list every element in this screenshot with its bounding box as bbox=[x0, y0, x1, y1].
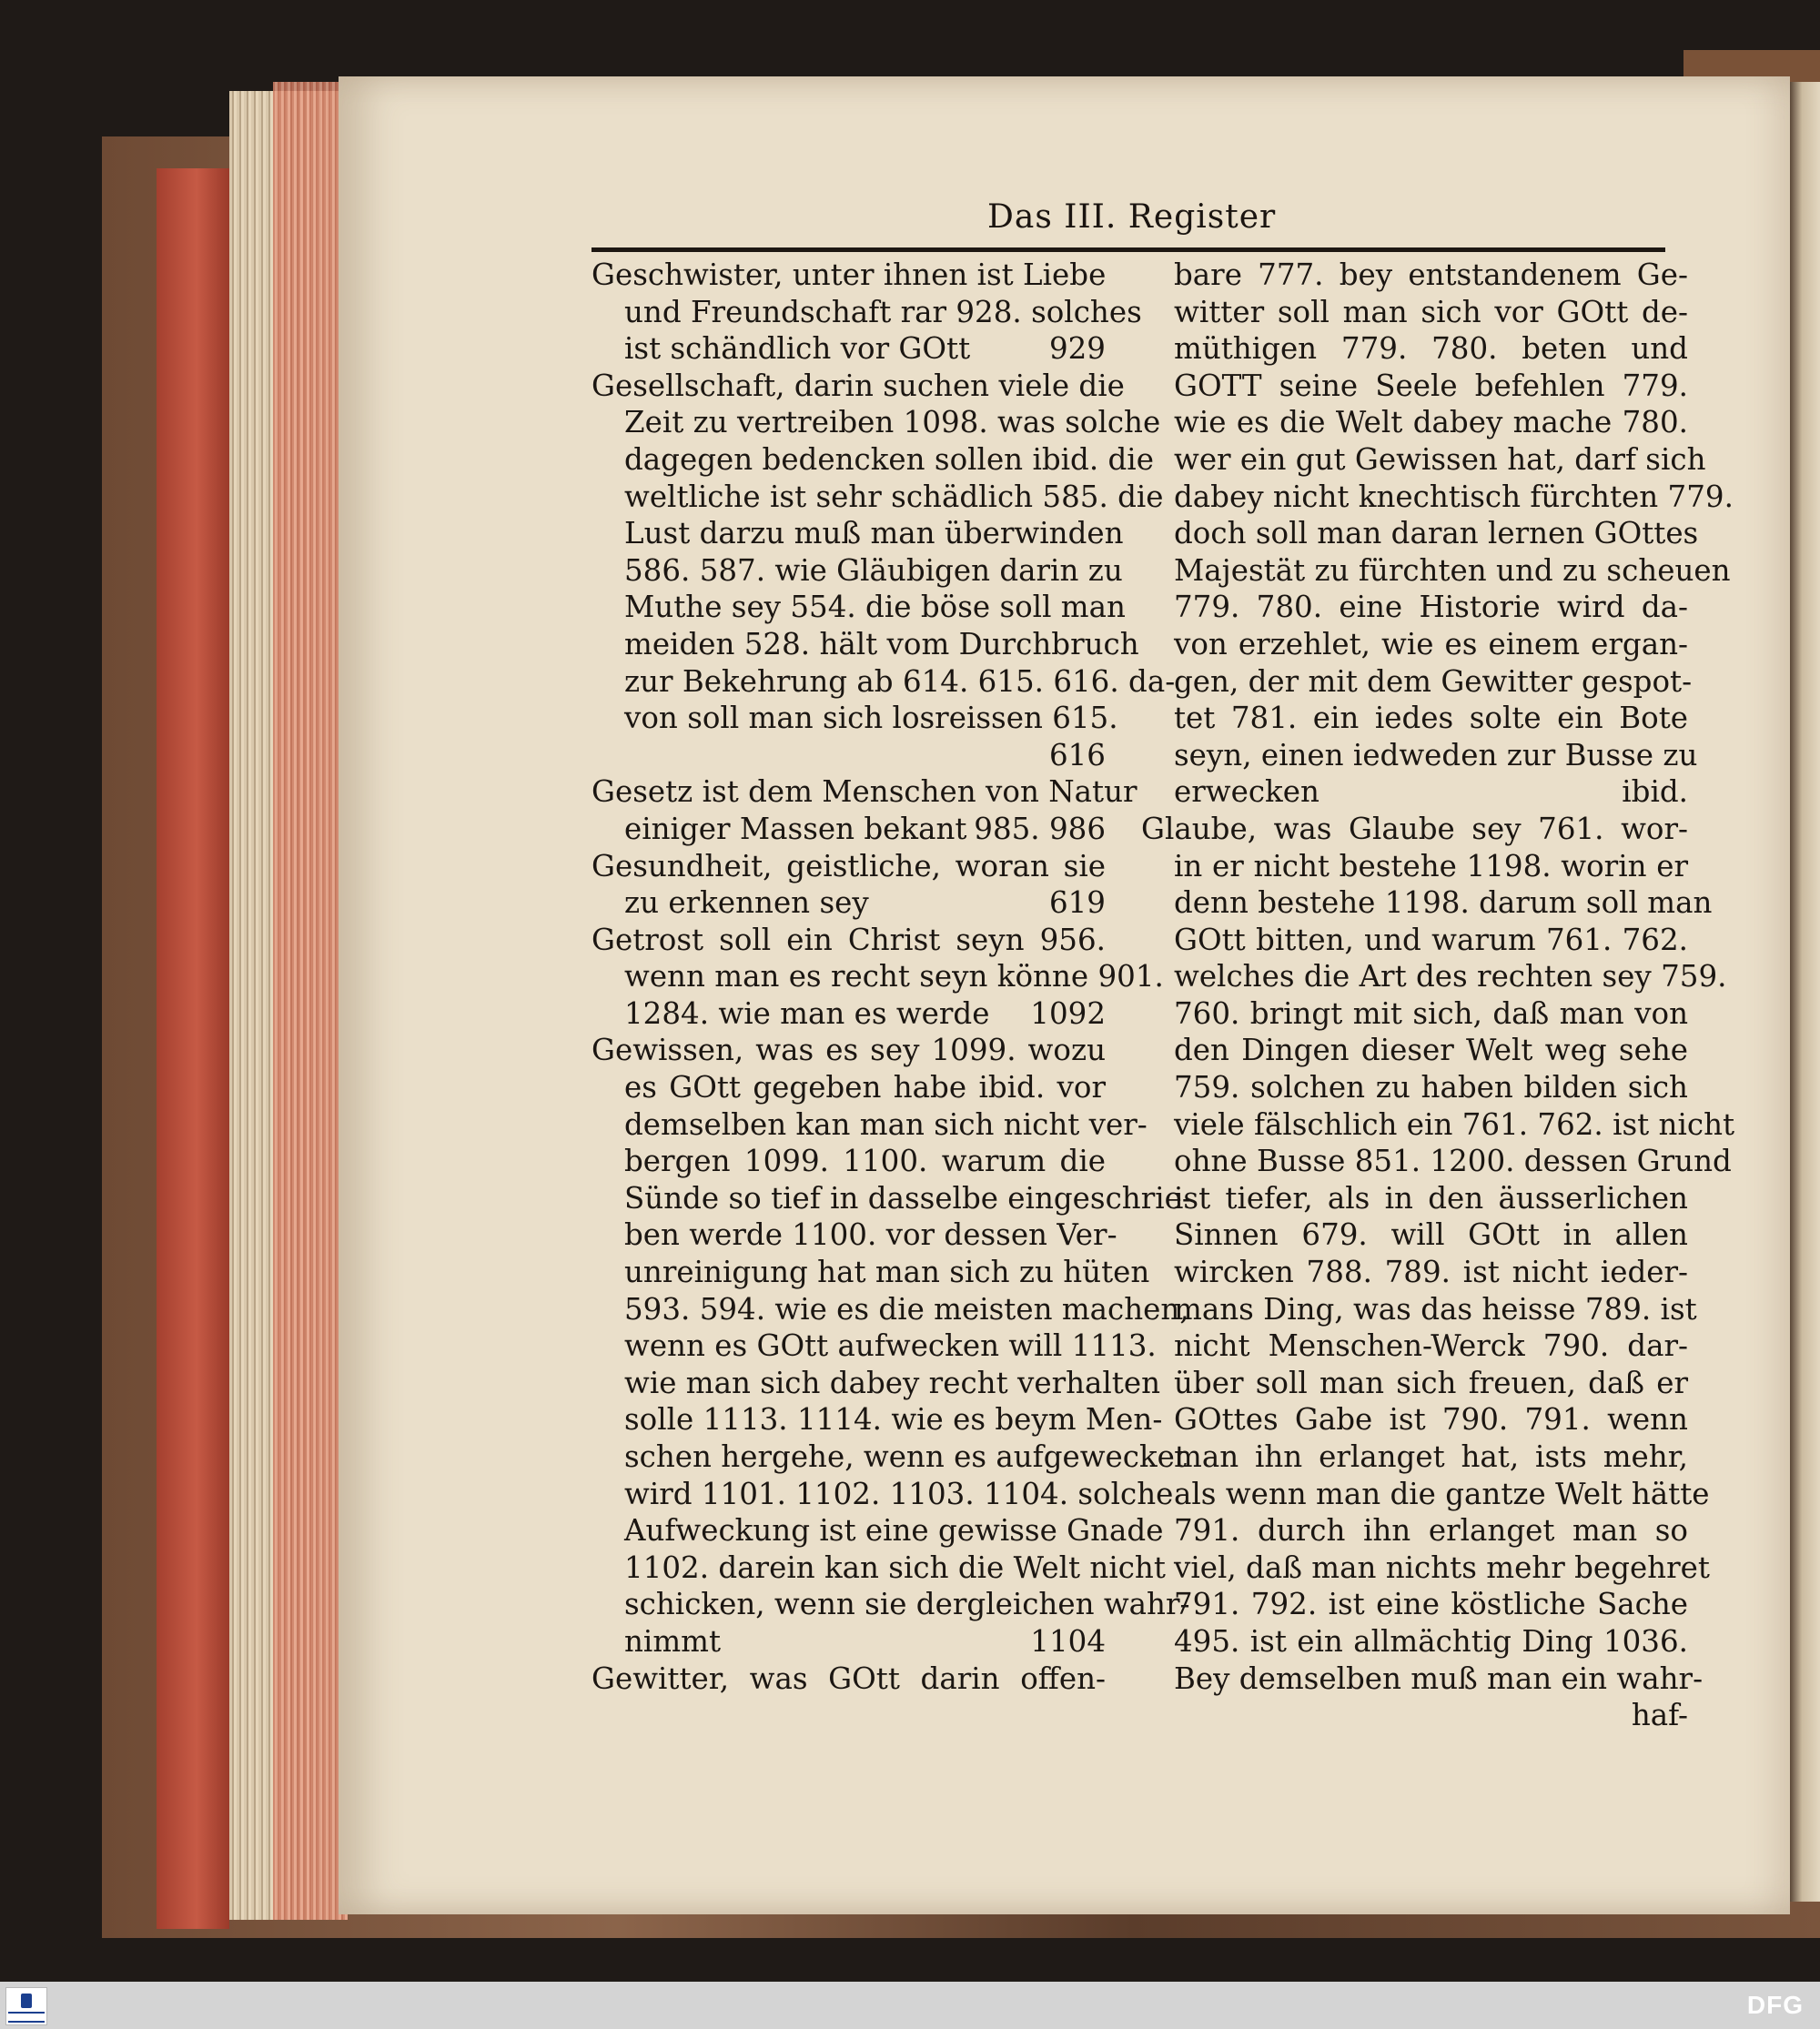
dfg-badge: DFG bbox=[1746, 1991, 1804, 2019]
index-line: wie es die Welt dabey mache 780. bbox=[1174, 405, 1688, 440]
index-line: in er nicht bestehe 1198. worin er bbox=[1174, 848, 1688, 883]
index-line: Gewitter, was GOtt darin offen- bbox=[592, 1661, 1106, 1696]
index-line: Muthe sey 554. die böse soll man bbox=[624, 590, 1126, 625]
index-line: Bey demselben muß man ein wahr- bbox=[1174, 1661, 1704, 1696]
index-line: Lust darzu muß man überwinden bbox=[624, 516, 1124, 551]
index-line: 759. solchen zu haben bilden sich bbox=[1174, 1070, 1688, 1105]
index-line: 791. 792. ist eine köstliche Sache bbox=[1174, 1587, 1688, 1622]
index-line: witter soll man sich vor GOtt de- bbox=[1174, 294, 1688, 329]
logo-mark bbox=[21, 1994, 32, 2008]
index-line bbox=[592, 811, 1106, 848]
index-line: Sünde so tief in dasselbe eingeschrie- bbox=[624, 1180, 1192, 1216]
index-line: wenn man es recht seyn könne 901. bbox=[624, 959, 1164, 994]
index-line: wird 1101. 1102. 1103. 1104. solche bbox=[624, 1476, 1174, 1511]
index-line: Glaube, was Glaube sey 761. wor- bbox=[1141, 811, 1688, 846]
index-line: bergen 1099. 1100. warum die bbox=[624, 1144, 1106, 1179]
index-line: 593. 594. wie es die meisten machen, bbox=[624, 1291, 1189, 1327]
index-line: 779. 780. eine Historie wird da- bbox=[1174, 590, 1688, 625]
header-rule bbox=[592, 247, 1665, 252]
index-line bbox=[1174, 773, 1688, 811]
index-line: denn bestehe 1198. darum soll man bbox=[1174, 885, 1713, 921]
index-page-ref: 619 bbox=[1048, 885, 1106, 921]
index-line-text: ist schändlich vor GOtt bbox=[624, 331, 971, 367]
library-logo-icon[interactable] bbox=[5, 1987, 47, 2025]
index-line: Majestät zu fürchten und zu scheuen bbox=[1174, 552, 1731, 588]
index-line: wenn es GOtt aufwecken will 1113. bbox=[624, 1328, 1157, 1364]
index-line: GOtt bitten, und warum 761. 762. bbox=[1174, 922, 1688, 957]
index-line: GOTT seine Seele befehlen 779. bbox=[1174, 368, 1688, 403]
viewer-footer bbox=[0, 1982, 1820, 2029]
index-page-ref: 1104 bbox=[1030, 1623, 1106, 1659]
index-line: nicht Menschen-Werck 790. dar- bbox=[1174, 1328, 1688, 1364]
index-line: doch soll man daran lernen GOttes bbox=[1174, 516, 1699, 551]
index-line: weltliche ist sehr schädlich 585. die bbox=[624, 479, 1164, 514]
index-line: Geschwister, unter ihnen ist Liebe bbox=[592, 257, 1107, 292]
index-line bbox=[592, 330, 1106, 368]
index-line: und Freundschaft rar 928. solches bbox=[624, 294, 1142, 329]
index-line: solle 1113. 1114. wie es beym Men- bbox=[624, 1402, 1163, 1438]
index-line: 616 bbox=[1048, 737, 1106, 772]
index-line: müthigen 779. 780. beten und bbox=[1174, 331, 1688, 367]
index-line: meiden 528. hält vom Durchbruch bbox=[624, 626, 1139, 661]
index-line bbox=[592, 1623, 1106, 1661]
index-line: Gesellschaft, darin suchen viele die bbox=[592, 368, 1125, 403]
index-line: wer ein gut Gewissen hat, darf sich bbox=[1174, 441, 1706, 477]
running-head: Das III. Register bbox=[987, 198, 1277, 236]
index-line: GOttes Gabe ist 790. 791. wenn bbox=[1174, 1402, 1688, 1438]
index-line: viele fälschlich ein 761. 762. ist nicht bbox=[1174, 1106, 1735, 1142]
index-line-text: nimmt bbox=[624, 1623, 722, 1659]
index-line: 760. bringt mit sich, daß man von bbox=[1174, 995, 1688, 1031]
index-line: es GOtt gegeben habe ibid. vor bbox=[624, 1070, 1106, 1105]
index-page-ref: ibid. bbox=[1622, 774, 1688, 810]
index-line: dagegen bedencken sollen ibid. die bbox=[624, 441, 1154, 477]
index-line: als wenn man die gantze Welt hätte bbox=[1174, 1476, 1710, 1511]
index-line: Gewissen, was es sey 1099. wozu bbox=[592, 1033, 1106, 1068]
index-line: viel, daß man nichts mehr begehret bbox=[1174, 1550, 1710, 1585]
logo-lettering bbox=[8, 2012, 45, 2023]
index-line: ohne Busse 851. 1200. dessen Grund bbox=[1174, 1144, 1732, 1179]
page-stack-colored bbox=[273, 82, 348, 1920]
index-line: 1102. darein kan sich die Welt nicht bbox=[624, 1550, 1166, 1585]
index-line: zur Bekehrung ab 614. 615. 616. da- bbox=[624, 663, 1176, 699]
index-line: schen hergehe, wenn es aufgewecket bbox=[624, 1439, 1187, 1474]
index-line: tet 781. ein iedes solte ein Bote bbox=[1174, 701, 1688, 736]
index-line bbox=[592, 884, 1106, 922]
index-page-ref: 985. 986 bbox=[974, 811, 1106, 846]
index-line: unreinigung hat man sich zu hüten bbox=[624, 1255, 1150, 1290]
index-page-ref: 929 bbox=[1048, 331, 1106, 367]
index-line: wircken 788. 789. ist nicht ieder- bbox=[1174, 1255, 1688, 1290]
index-line-text: einiger Massen bekant bbox=[624, 811, 967, 846]
index-line: bare 777. bey entstandenem Ge- bbox=[1174, 257, 1688, 292]
index-line-text: zu erkennen sey bbox=[624, 885, 869, 921]
left-column bbox=[592, 257, 1192, 1697]
index-line: von soll man sich losreissen 615. bbox=[624, 701, 1118, 736]
index-line: dabey nicht knechtisch fürchten 779. bbox=[1174, 479, 1734, 514]
index-line-text: erwecken bbox=[1174, 774, 1320, 810]
index-line: man ihn erlanget hat, ists mehr, bbox=[1174, 1439, 1688, 1474]
index-line: Sinnen 679. will GOtt in allen bbox=[1174, 1217, 1688, 1253]
index-line: wie man sich dabey recht verhalten bbox=[624, 1365, 1161, 1400]
index-line: ist tiefer, als in den äusserlichen bbox=[1174, 1180, 1688, 1216]
page-edge-red bbox=[157, 168, 229, 1929]
index-line: mans Ding, was das heisse 789. ist bbox=[1174, 1291, 1697, 1327]
index-line: welches die Art des rechten sey 759. bbox=[1174, 959, 1727, 994]
index-line: demselben kan man sich nicht ver- bbox=[624, 1106, 1148, 1142]
index-line: Gesetz ist dem Menschen von Natur bbox=[592, 774, 1138, 810]
index-line bbox=[592, 995, 1106, 1033]
facing-page-edge bbox=[1790, 82, 1820, 1902]
index-line: den Dingen dieser Welt weg sehe bbox=[1174, 1033, 1688, 1068]
index-line: 791. durch ihn erlanget man so bbox=[1174, 1513, 1688, 1549]
index-line: schicken, wenn sie dergleichen wahr- bbox=[624, 1587, 1190, 1622]
index-line: haf- bbox=[1631, 1698, 1688, 1733]
index-line: Zeit zu vertreiben 1098. was solche bbox=[624, 405, 1161, 440]
index-line-text: 1284. wie man es werde bbox=[624, 995, 990, 1031]
index-line: 495. ist ein allmächtig Ding 1036. bbox=[1174, 1623, 1688, 1659]
index-page-ref: 1092 bbox=[1030, 995, 1106, 1031]
index-line: Getrost soll ein Christ seyn 956. bbox=[592, 922, 1106, 957]
index-line: Gesundheit, geistliche, woran sie bbox=[592, 848, 1106, 883]
index-line: 586. 587. wie Gläubigen darin zu bbox=[624, 552, 1123, 588]
index-line: über soll man sich freuen, daß er bbox=[1174, 1365, 1688, 1400]
index-line: ben werde 1100. vor dessen Ver- bbox=[624, 1217, 1117, 1253]
right-column bbox=[1141, 257, 1735, 1734]
index-line: Aufweckung ist eine gewisse Gnade bbox=[624, 1513, 1164, 1549]
index-line: seyn, einen iedweden zur Busse zu bbox=[1174, 737, 1698, 772]
index-line: gen, der mit dem Gewitter gespot- bbox=[1174, 663, 1693, 699]
index-line: von erzehlet, wie es einem ergan- bbox=[1174, 626, 1688, 661]
